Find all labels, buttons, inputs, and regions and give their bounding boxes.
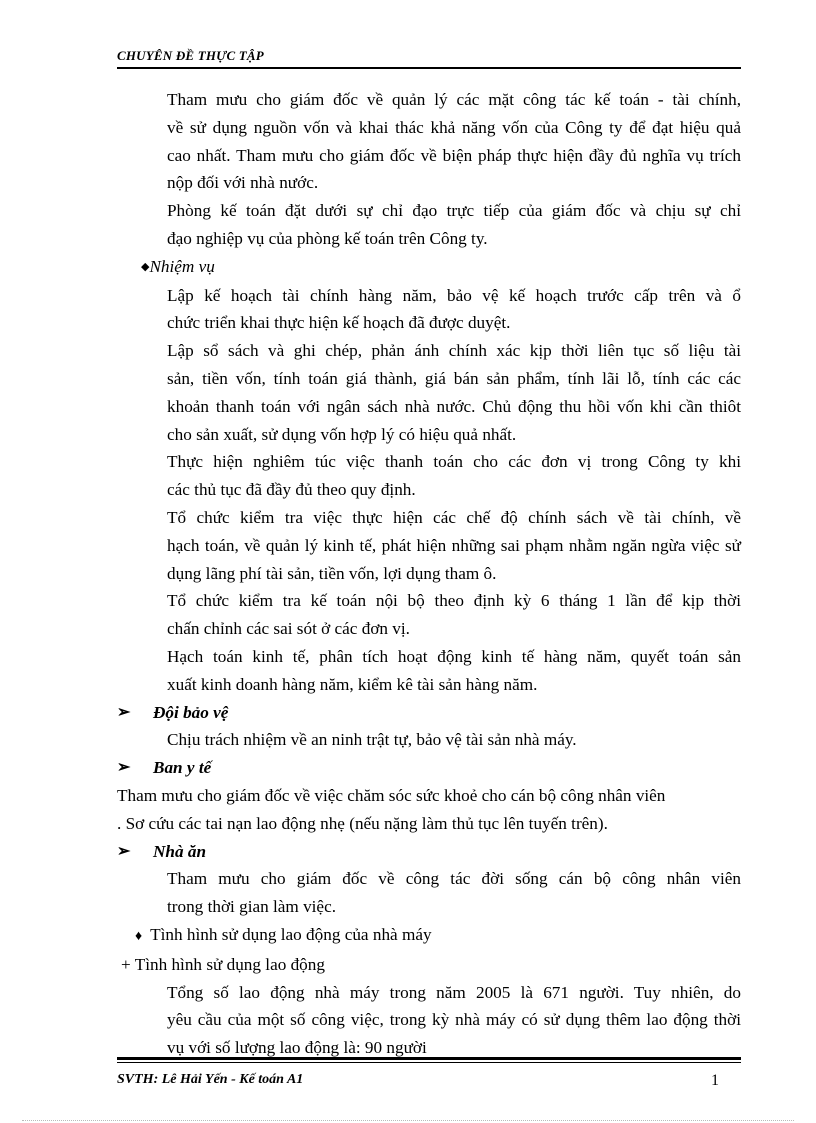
header-title: CHUYÊN ĐỀ THỰC TẬP <box>117 48 264 63</box>
paragraph-9 <box>117 726 741 754</box>
doi-bao-ve-heading <box>117 699 741 727</box>
heading-label: Nhiệm vụ <box>149 256 215 276</box>
page-footer <box>117 1072 741 1088</box>
text-line: . Sơ cứu các tai nạn lao động nhẹ (nếu nặng làm thủ tục lên tuyến trên). <box>117 813 608 833</box>
text-line: Thực hiện nghiêm túc việc thanh toán cho các đơn vị trong Công ty khi <box>167 452 741 472</box>
document-body <box>117 86 741 1062</box>
page-number: 1 <box>711 1072 719 1089</box>
text-line: chấn chỉnh các sai sót ở các đơn vị. <box>167 619 410 639</box>
paragraph-1 <box>117 86 741 197</box>
text-line: Tham mưu cho giám đốc về quản lý các mặt công tác kế toán - tài chính, <box>167 90 741 109</box>
text-line: Lập sổ sách và ghi chép, phản ánh chính xác kịp thời liên tục số liệu tài <box>167 341 741 361</box>
nhiem-vu-heading <box>141 253 741 282</box>
text-line: cho sản xuất, sử dụng vốn hợp lý có hiệu quả nhất. <box>167 424 517 444</box>
text-line: yêu cầu của một số công việc, trong kỳ nhà máy có sử dụng thêm lao động thời <box>167 1010 741 1030</box>
text-line: Tham mưu cho giám đốc về công tác đời sống cán bộ công nhân viên <box>167 869 741 889</box>
paragraph-4 <box>117 337 741 448</box>
paragraph-2 <box>117 197 741 253</box>
text-line: Hạch toán kinh tế, phân tích hoạt động kinh tế hàng năm, quyết toán sản <box>167 646 741 666</box>
text-line: Tổng số lao động nhà máy trong năm 2005 là 671 người. Tuy nhiên, do <box>167 982 741 1002</box>
footer-author: SVTH: Lê Hải Yến - Kế toán A1 <box>117 1072 304 1087</box>
paragraph-12 <box>117 979 741 1062</box>
footer-rule-thick <box>117 1057 741 1060</box>
paragraph-5 <box>117 448 741 504</box>
arrow-bullet-icon: ➢ <box>117 842 131 860</box>
page-bottom-dotted-line <box>22 1120 794 1121</box>
text-line: Chịu trách nhiệm về an ninh trật tự, bảo vệ tài sản nhà máy. <box>167 730 577 750</box>
heading-label: Tình hình sử dụng lao động <box>134 954 325 974</box>
text-line: Lập kế hoạch tài chính hàng năm, bảo vệ kế hoạch trước cấp trên và ổ <box>167 285 741 305</box>
paragraph-10 <box>117 782 741 838</box>
plus-bullet-icon: + <box>121 954 131 974</box>
paragraph-11 <box>117 865 741 921</box>
paragraph-6 <box>117 504 741 587</box>
paragraph-3 <box>117 282 741 338</box>
heading-label: Tình hình sử dụng lao động của nhà máy <box>150 924 432 944</box>
text-line: xuất kinh doanh hàng năm, kiểm kê tài sản hàng năm. <box>167 674 538 694</box>
footer-rule-thin <box>117 1062 741 1063</box>
heading-label: Nhà ăn <box>153 841 207 861</box>
text-line: Phòng kế toán đặt dưới sự chỉ đạo trực tiếp của giám đốc và chịu sự chỉ <box>167 201 741 221</box>
text-line: về sử dụng nguồn vốn và khai thác khả năng vốn của Công ty để đạt hiệu quả <box>167 117 741 137</box>
arrow-bullet-icon: ➢ <box>117 759 131 777</box>
text-line: nộp đối với nhà nước. <box>167 173 319 193</box>
text-line: trong thời gian làm việc. <box>167 897 336 917</box>
page-header <box>117 48 741 64</box>
text-line: cao nhất. Tham mưu cho giám đốc về biện pháp thực hiện đầy đủ nghĩa vụ trích <box>167 145 741 165</box>
heading-label: Ban y tế <box>153 758 212 778</box>
header-rule <box>117 67 741 69</box>
diamond-bullet-icon: ♦ <box>135 928 143 944</box>
text-line: khoản thanh toán với ngân sách nhà nước. Chủ động thu hồi vốn khi cần thiôt <box>167 396 741 416</box>
text-line: các thủ tục đã đầy đủ theo quy định. <box>167 480 416 500</box>
text-line: đạo nghiệp vụ của phòng kế toán trên Công ty. <box>167 228 488 248</box>
text-line: hạch toán, về quản lý kinh tế, phát hiện những sai phạm nhằm ngăn ngừa việc sử <box>167 535 741 555</box>
text-line: vụ với số lượng lao động là: 90 người <box>167 1038 427 1058</box>
tinh-hinh-heading <box>135 921 741 951</box>
nha-an-heading <box>117 838 741 866</box>
plus-heading <box>121 951 741 979</box>
text-line: dụng lãng phí tài sản, tiền vốn, lợi dụng tham ô. <box>167 563 497 583</box>
arrow-bullet-icon: ➢ <box>117 703 131 721</box>
text-line: chức triển khai thực hiện kế hoạch đã được duyệt. <box>167 313 511 333</box>
text-line: Tổ chức kiểm tra việc thực hiện các chế độ chính sách về tài chính, về <box>167 507 741 527</box>
text-line: Tổ chức kiểm tra kế toán nội bộ theo định kỳ 6 tháng 1 lần để kịp thời <box>167 591 741 611</box>
footer-rule <box>117 1057 741 1063</box>
ban-y-te-heading <box>117 754 741 782</box>
paragraph-7 <box>117 587 741 643</box>
heading-label: Đội bảo vệ <box>153 702 229 722</box>
text-line: Tham mưu cho giám đốc về việc chăm sóc sức khoẻ cho cán bộ công nhân viên <box>117 785 666 805</box>
diamond-bullet-icon: ◆ <box>141 260 150 273</box>
text-line: sản, tiền vốn, tính toán giá thành, giá bán sản phẩm, tính lãi lỗ, tính các các <box>167 368 741 388</box>
paragraph-8 <box>117 643 741 699</box>
